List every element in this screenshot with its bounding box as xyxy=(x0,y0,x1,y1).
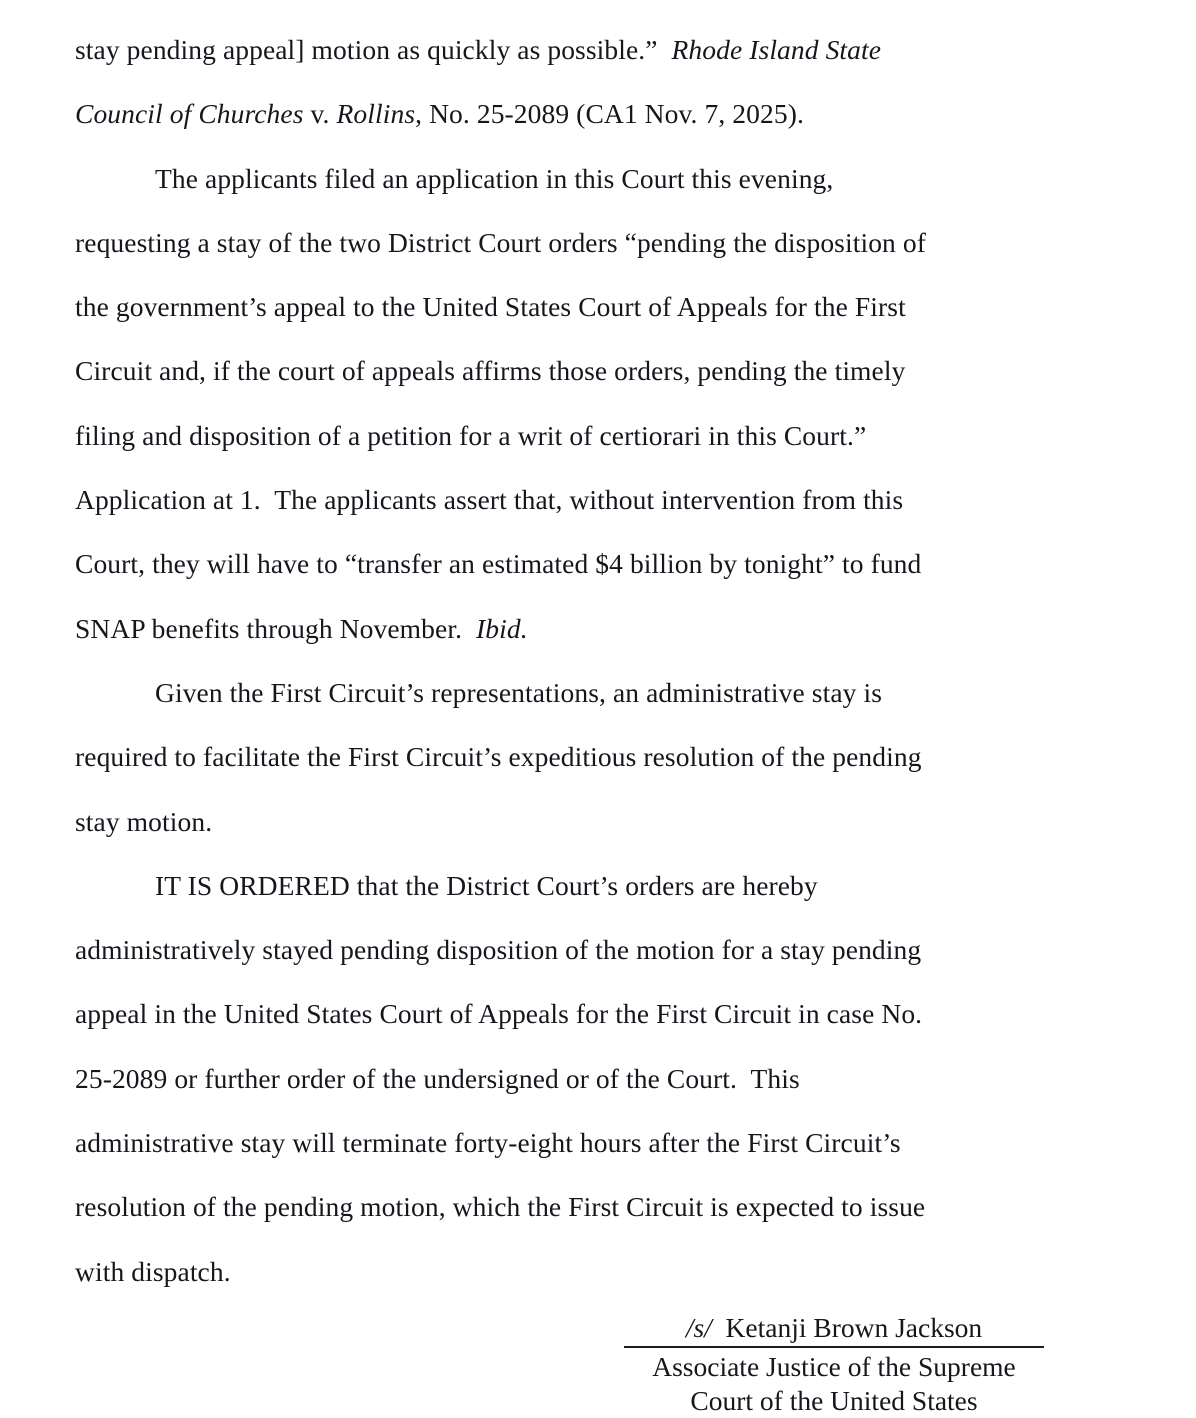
text-run: stay motion. xyxy=(75,805,213,837)
signer-name: Ketanji Brown Jackson xyxy=(711,1312,983,1343)
document-body xyxy=(75,18,1075,1304)
italic-run: Rhode Island State xyxy=(671,34,882,65)
text-line xyxy=(75,18,1075,82)
text-run: stay pending appeal] motion as quickly as possible.” xyxy=(75,34,672,65)
text-run: appeal in the United States Court of Appeals for the First Circuit in case No. xyxy=(75,998,923,1030)
text-run: IT IS ORDERED that the District Court’s orders are hereby xyxy=(155,869,818,901)
italic-run: Council of Churches xyxy=(75,98,304,130)
text-run: filing and disposition of a petition for a writ of certiorari in this Court.” xyxy=(75,419,867,451)
text-line xyxy=(75,211,1075,275)
signature-mark: /s/ xyxy=(685,1312,712,1343)
text-run: Given the First Circuit’s representations, an administrative stay is xyxy=(155,676,883,708)
text-line xyxy=(75,82,1075,146)
italic-run: Rollins xyxy=(336,98,416,130)
text-line xyxy=(75,854,1075,918)
text-run: 25-2089 or further order of the undersigned or of the Court. This xyxy=(75,1062,800,1094)
text-run: requesting a stay of the two District Court orders “pending the disposition of xyxy=(75,226,926,258)
text-run: Court, they will have to “transfer an estimated $4 billion by tonight” to fund xyxy=(75,548,922,580)
signature-block xyxy=(624,1311,1044,1418)
text-line xyxy=(75,597,1075,661)
text-run: administratively stayed pending disposition of the motion for a stay pending xyxy=(75,934,922,966)
text-line xyxy=(75,790,1075,854)
text-run: Application at 1. The applicants assert that, without intervention from this xyxy=(75,484,904,516)
text-line xyxy=(75,918,1075,982)
text-run: resolution of the pending motion, which the First Circuit is expected to issue xyxy=(75,1191,926,1223)
text-line xyxy=(75,1047,1075,1111)
text-line xyxy=(75,982,1075,1046)
text-line xyxy=(75,1175,1075,1239)
text-run: The applicants filed an application in this Court this evening, xyxy=(155,162,834,194)
text-run: required to facilitate the First Circuit’s expeditious resolution of the pending xyxy=(75,741,922,773)
text-run: v. xyxy=(303,98,337,130)
text-run: Circuit and, if the court of appeals affirms those orders, pending the timely xyxy=(75,355,906,387)
text-line xyxy=(75,468,1075,532)
text-run: administrative stay will terminate forty-eight hours after the First Circuit’s xyxy=(75,1127,901,1159)
signature-title-line-2: Court of the United States xyxy=(690,1385,978,1416)
text-line xyxy=(75,404,1075,468)
text-run: , No. 25-2089 (CA1 Nov. 7, 2025). xyxy=(415,98,804,130)
text-line xyxy=(75,661,1075,725)
signature-name-line xyxy=(624,1311,1044,1348)
italic-run: Ibid. xyxy=(476,612,528,644)
text-line xyxy=(75,1111,1075,1175)
text-line xyxy=(75,532,1075,596)
text-line xyxy=(75,1240,1075,1304)
text-line xyxy=(75,725,1075,789)
text-run: SNAP benefits through November. xyxy=(75,612,476,644)
text-line xyxy=(75,275,1075,339)
text-run: the government’s appeal to the United States Court of Appeals for the First xyxy=(75,291,906,323)
text-line xyxy=(75,339,1075,403)
text-run: with dispatch. xyxy=(75,1255,231,1287)
signature-title-line-1: Associate Justice of the Supreme xyxy=(652,1351,1016,1382)
text-line xyxy=(75,147,1075,211)
